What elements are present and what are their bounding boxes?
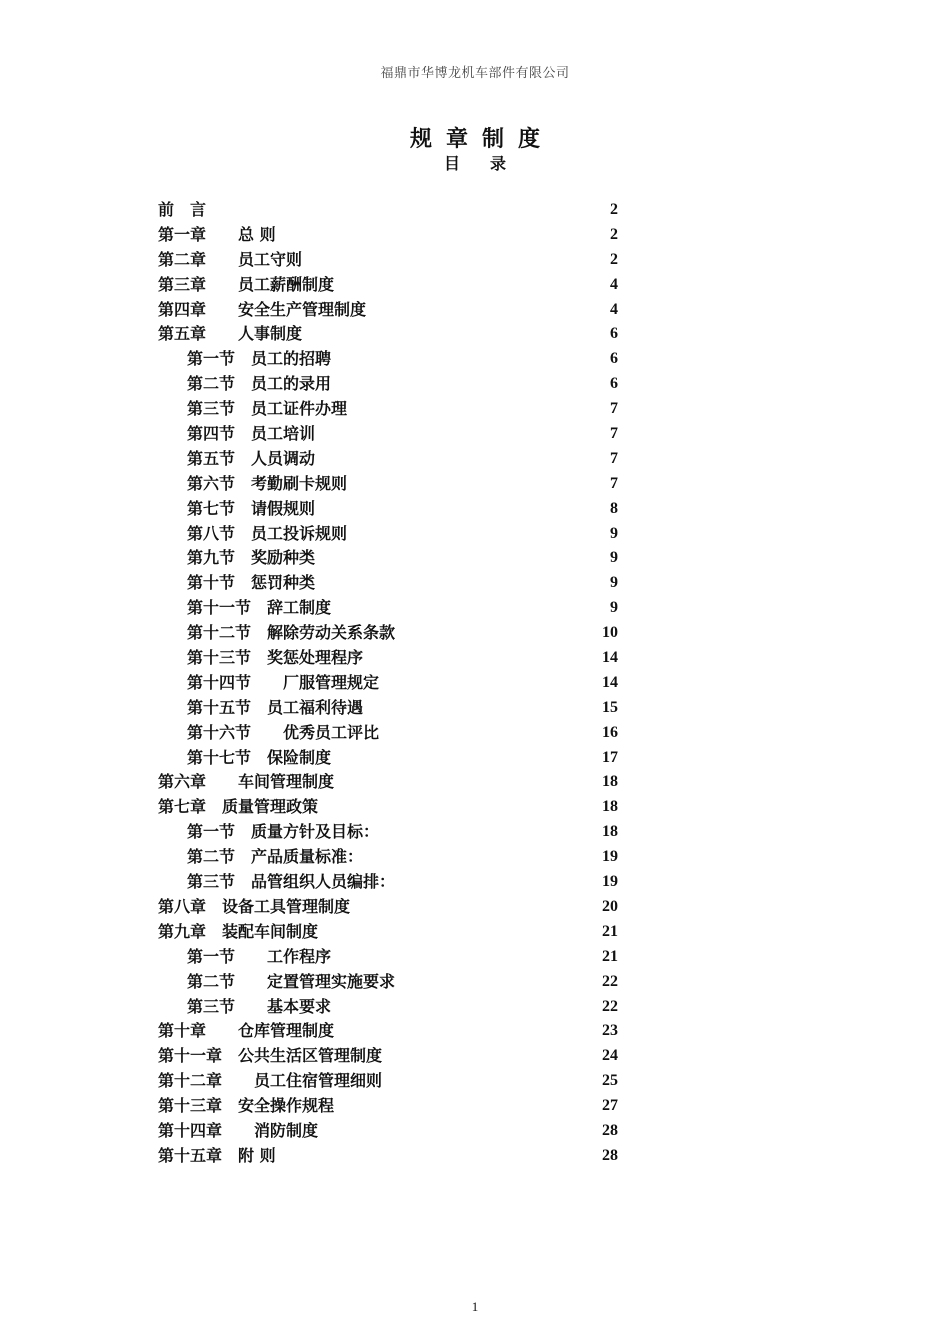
toc-section-entry[interactable] (158, 671, 618, 696)
toc-section-entry[interactable] (158, 571, 618, 596)
document-title: 规章制度 (409, 126, 554, 152)
toc-section-entry[interactable] (158, 422, 618, 447)
toc-entry-label: 第三节 员工证件办理 (187, 399, 348, 419)
toc-entry-label: 第八章 设备工具管理制度 (158, 896, 351, 916)
toc-entry-page: 14 (602, 673, 618, 691)
toc-entry-label: 第十二节 解除劳动关系条款 (187, 623, 396, 643)
toc-entry-label: 第二节 员工的录用 (187, 374, 332, 394)
toc-chapter-entry[interactable] (158, 1069, 618, 1094)
toc-entry-label: 第三节 品管组织人员编排： (187, 872, 396, 892)
toc-section-entry[interactable] (158, 646, 618, 671)
toc-section-entry[interactable] (158, 696, 618, 721)
toc-entry-label: 第三节 基本要求 (187, 996, 332, 1016)
toc-chapter-entry[interactable] (158, 1044, 618, 1069)
toc-entry-page: 10 (602, 624, 618, 642)
toc-entry-label: 第二节 定置管理实施要求 (187, 971, 396, 991)
toc-section-entry[interactable] (158, 347, 618, 372)
toc-entry-label: 前 言 (158, 200, 207, 219)
toc-entry-label: 第十五节 员工福利待遇 (187, 697, 364, 717)
toc-chapter-entry[interactable] (158, 273, 618, 298)
toc-entry-page: 18 (602, 773, 618, 791)
toc-entry-page: 7 (610, 449, 618, 467)
toc-chapter-entry[interactable] (158, 248, 618, 273)
toc-entry-label: 第一章 总 则 (158, 224, 276, 244)
toc-entry-label: 第十七节 保险制度 (187, 747, 332, 767)
toc-entry-label: 第十一章 公共生活区管理制度 (158, 1046, 383, 1066)
toc-entry-page: 7 (610, 400, 618, 418)
toc-section-entry[interactable] (158, 522, 618, 547)
toc-entry-label: 第四章 安全生产管理制度 (158, 299, 367, 319)
table-of-contents (158, 198, 618, 1169)
toc-entry-label: 第四节 员工培训 (187, 424, 316, 444)
toc-section-entry[interactable] (158, 497, 618, 522)
toc-entry-label: 第十六节 优秀员工评比 (187, 722, 380, 742)
toc-entry-label: 第七节 请假规则 (187, 498, 316, 518)
toc-entry-label: 第九节 奖励种类 (187, 548, 316, 568)
toc-entry-label: 第十三节 奖惩处理程序 (187, 648, 364, 668)
toc-entry-page: 6 (610, 325, 618, 343)
toc-chapter-entry[interactable] (158, 322, 618, 347)
toc-entry-page: 7 (610, 425, 618, 443)
toc-entry-page: 21 (602, 947, 618, 965)
toc-entry-page: 25 (602, 1072, 618, 1090)
page-number: 1 (471, 1299, 479, 1314)
toc-entry-label: 第十三章 安全操作规程 (158, 1096, 335, 1116)
toc-chapter-entry[interactable] (158, 1019, 618, 1044)
toc-entry-page: 6 (610, 375, 618, 393)
toc-entry-page: 24 (602, 1047, 618, 1065)
toc-entry-page: 6 (610, 350, 618, 368)
toc-entry-page: 27 (602, 1097, 618, 1115)
toc-chapter-entry[interactable] (158, 1144, 618, 1169)
toc-entry-label: 第一节 员工的招聘 (187, 349, 332, 369)
toc-entry-label: 第六章 车间管理制度 (158, 772, 335, 792)
toc-entry-page: 2 (610, 225, 618, 243)
toc-section-entry[interactable] (158, 945, 618, 970)
toc-section-entry[interactable] (158, 372, 618, 397)
toc-entry-page: 2 (610, 201, 618, 218)
toc-chapter-entry[interactable] (158, 223, 618, 248)
toc-entry-page: 28 (602, 1146, 618, 1164)
toc-section-entry[interactable] (158, 870, 618, 895)
toc-section-entry[interactable] (158, 596, 618, 621)
toc-chapter-entry[interactable] (158, 920, 618, 945)
toc-entry-label: 第十四章 消防制度 (158, 1120, 319, 1140)
toc-entry-label: 第十节 惩罚种类 (187, 573, 316, 593)
toc-entry-label: 第十二章 员工住宿管理细则 (158, 1071, 383, 1091)
toc-section-entry[interactable] (158, 397, 618, 422)
toc-entry-label: 第十四节 厂服管理规定 (187, 672, 380, 692)
toc-entry-page: 18 (602, 823, 618, 841)
toc-section-entry[interactable] (158, 970, 618, 995)
toc-entry-label: 第三章 员工薪酬制度 (158, 274, 335, 294)
toc-entry-page: 17 (602, 748, 618, 766)
toc-entry-page: 21 (602, 922, 618, 940)
toc-heading: 目录 (443, 154, 536, 173)
toc-chapter-entry[interactable] (158, 298, 618, 323)
toc-chapter-entry[interactable] (158, 895, 618, 920)
toc-entry-label: 第十五章 附 则 (158, 1145, 276, 1165)
toc-entry-page: 23 (602, 1022, 618, 1040)
toc-section-entry[interactable] (158, 621, 618, 646)
toc-section-entry[interactable] (158, 845, 618, 870)
toc-entry-label: 第二节 产品质量标准： (187, 847, 364, 867)
toc-entry-page: 22 (602, 972, 618, 990)
toc-entry-label: 第十一节 辞工制度 (187, 598, 332, 618)
toc-chapter-entry[interactable] (158, 795, 618, 820)
toc-section-entry[interactable] (158, 746, 618, 771)
toc-chapter-entry[interactable] (158, 1119, 618, 1144)
toc-entry-label: 第五章 人事制度 (158, 324, 303, 344)
toc-entry-page: 9 (610, 599, 618, 617)
toc-entry-page: 19 (602, 873, 618, 891)
toc-section-entry[interactable] (158, 995, 618, 1020)
toc-entry-page: 19 (602, 848, 618, 866)
toc-entry-page: 4 (610, 275, 618, 293)
toc-entry-page: 15 (602, 698, 618, 716)
toc-section-entry[interactable] (158, 472, 618, 497)
toc-entry-page: 4 (610, 300, 618, 318)
toc-entry-label: 第二章 员工守则 (158, 249, 303, 269)
page-header-company: 福鼎市华博龙机车部件有限公司 (380, 66, 570, 81)
toc-entry-label: 第五节 人员调动 (187, 448, 316, 468)
toc-entry-page: 20 (602, 897, 618, 915)
toc-entry-label: 第六节 考勤刷卡规则 (187, 473, 348, 493)
toc-section-entry[interactable] (158, 820, 618, 845)
toc-entry-label: 第一节 质量方针及目标： (187, 822, 380, 842)
toc-chapter-entry[interactable] (158, 198, 618, 223)
toc-entry-page: 8 (610, 499, 618, 517)
toc-section-entry[interactable] (158, 721, 618, 746)
toc-entry-page: 18 (602, 798, 618, 816)
toc-chapter-entry[interactable] (158, 770, 618, 795)
toc-section-entry[interactable] (158, 447, 618, 472)
toc-entry-page: 9 (610, 574, 618, 592)
toc-entry-label: 第一节 工作程序 (187, 946, 332, 966)
toc-entry-label: 第七章 质量管理政策 (158, 797, 319, 817)
toc-section-entry[interactable] (158, 546, 618, 571)
toc-entry-page: 14 (602, 649, 618, 667)
toc-entry-page: 2 (610, 250, 618, 268)
toc-entry-label: 第八节 员工投诉规则 (187, 523, 348, 543)
toc-entry-page: 28 (602, 1121, 618, 1139)
toc-entry-page: 9 (610, 549, 618, 567)
toc-entry-label: 第九章 装配车间制度 (158, 921, 319, 941)
toc-entry-page: 16 (602, 723, 618, 741)
toc-chapter-entry[interactable] (158, 1094, 618, 1119)
toc-entry-page: 22 (602, 997, 618, 1015)
toc-entry-page: 7 (610, 474, 618, 492)
toc-entry-label: 第十章 仓库管理制度 (158, 1021, 335, 1041)
toc-entry-page: 9 (610, 524, 618, 542)
